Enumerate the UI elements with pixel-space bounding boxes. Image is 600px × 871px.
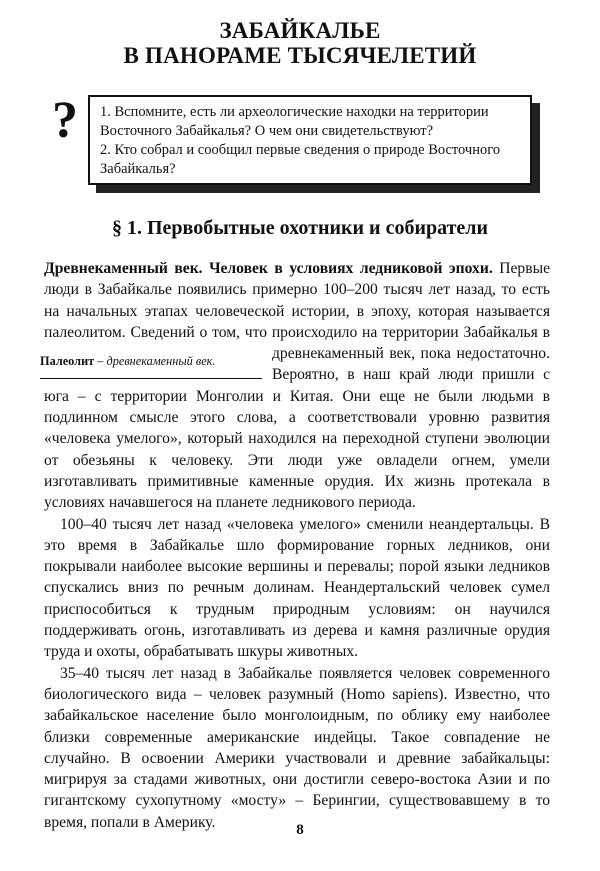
paragraph-3: 35–40 тысяч лет назад в Забайкалье появляется человек современного биологического вида – человек разумный (Homo sapiens). Известно, что забайкальское население было монголоидным, по облику ему наиболее близки современные американские индейцы. Такое совпадение не случайно. В освоении Америки участвовали и древние забайкальцы: мигрируя за стадами животных, они достигли северо-востока Азии и по гигантскому сухопутному «мосту» – Берингии, существовавшему в то время, попали в Америку. [44, 664, 550, 831]
sidenote-term: Палеолит [40, 354, 95, 369]
question-item: 1. Вспомните, есть ли археологические находки на территории Восточного Забайкалья? О чем они свидетельствуют? [100, 104, 489, 139]
question-item: 2. Кто собрал и сообщил первые сведения о природе Восточного Забайкалья? [100, 142, 501, 177]
title-line-1: ЗАБАЙКАЛЬЕ [219, 18, 381, 43]
title-line-2: В ПАНОРАМЕ ТЫСЯЧЕЛЕТИЙ [123, 43, 477, 68]
questions-list [90, 103, 530, 179]
main-text [40, 258, 550, 833]
page-number: 8 [296, 822, 304, 838]
paragraph-2: 100–40 тысяч лет назад «человека умелого» сменили неандертальцы. В это время в Забайкалье шло формирование горных ледников, они покрывали наиболее высокие вершины и перевалы; порой языки ледников спускались вниз по речным долинам. Неандертальский человек сумел приспособиться к трудным природным условиям: он научился поддерживать огонь, изготавливать из дерева и камня различные орудия труда и охоты, обрабатывать шкуры животных. [44, 515, 550, 661]
sidenote-text: – древнекаменный век. [94, 354, 216, 369]
questions-box [88, 95, 532, 185]
question-mark-icon: ? [52, 92, 78, 149]
paragraph-1-text: Первые люди в Забайкалье появились примерно 100–200 тысяч лет назад, то есть на начальных этапах человеческой истории, в эпоху, которая называется палеолитом. Сведений о том, что происходило на территории Забайкалья в древнекаменный век, пока недостаточно. [44, 260, 550, 363]
paragraph-1-continued: Вероятно, в наш край люди пришли с юга – с территории Монголии и Китая. Они еще не были людьми в подлинном смысле этого слова, а соответствовали уровню развития «человека умелого», который находился на переходной ступени эволюции от обезьяны к человеку. Эти люди уже овладели огнем, умели изготавливать примитивные каменные орудия. Их жизнь протекала в условиях начавшегося на планете ледникового периода. [44, 366, 550, 512]
sidenote-definition [40, 343, 262, 379]
page-title [0, 18, 600, 68]
paragraph-1 [40, 258, 550, 514]
section-heading: § 1. Первобытные охотники и собиратели [111, 217, 489, 239]
subheading: Древнекаменный век. Человек в условиях ледниковой эпохи. [44, 260, 493, 277]
